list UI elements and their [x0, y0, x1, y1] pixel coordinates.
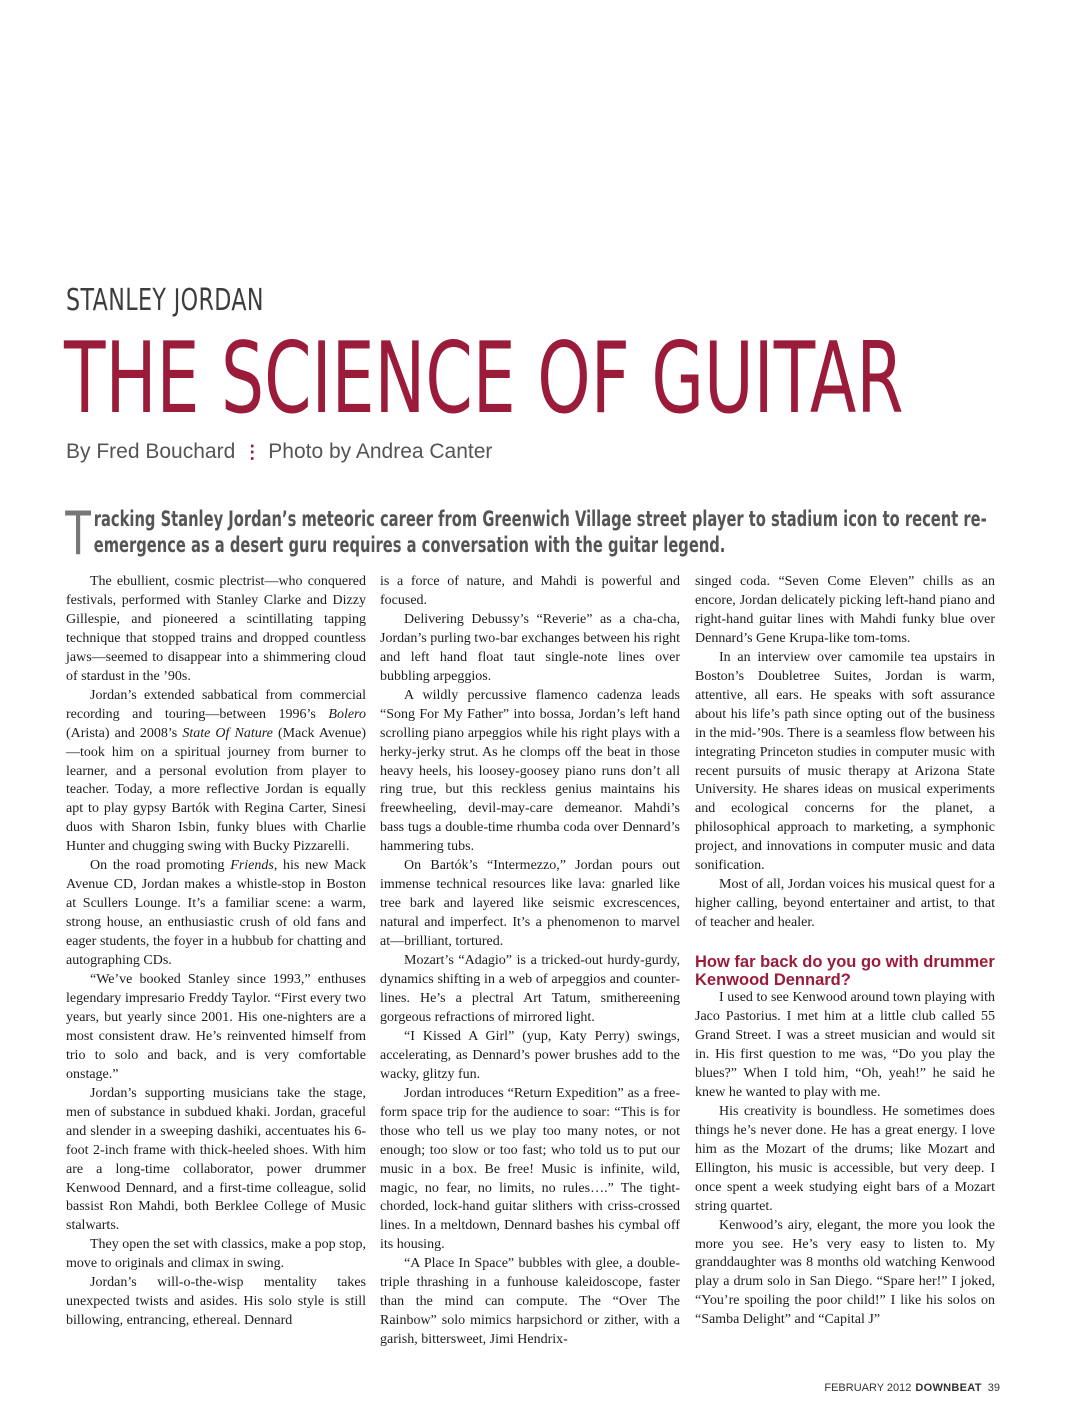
- paragraph: Jordan introduces “Return Expedition” as a free-form space trip for the audience to soar: “This is for those who tell us we play too many notes, or not enough; too slow or too fast; who told us to put our music in a box. Be free! Music is infinite, wild, magic, no fear, no limits, no rules….” The tight-chorded, lock-hand guitar slithers with criss-crossed lines. In a meltdown, Dennard bashes his cymbal off its housing.: [380, 1085, 680, 1253]
- paragraph: “A Place In Space” bubbles with glee, a double-triple thrashing in a funhouse kaleidoscope, faster than the mind can compute. The “Over The Rainbow” solo mimics harpsichord or zither, with a garish, bittersweet, Jimi Hendrix-: [380, 1256, 680, 1348]
- paragraph-text: Jordan’s extended sabbatical from commercial recording and touring—between 1996’s Bolero (Arista) and 2008’s State Of Nature (Mack Avenue)—took him on a spiritual journey from burner to learner, and a personal evolution from player to teacher. Today, a more reflective Jordan is equally apt to play gypsy Bartók with Regina Carter, Sinesi duos with Sharon Isbin, funky blues with Charlie Hunter and chugging swing with Bucky Pizzarelli.: [66, 687, 367, 855]
- paragraph: Jordan’s supporting musicians take the stage, men of substance in subdued khaki. Jordan, graceful and slender in a sweeping dashiki, accentuates his 6-foot 2-inch frame with thick-heeled shoes. With him are a long-time collaborator, power drummer Kenwood Dennard, and a first-time colleague, solid bassist Ron Mahdi, both Berklee College of Music stalwarts.: [66, 1085, 366, 1234]
- folio-date: FEBRUARY 2012: [824, 1382, 912, 1394]
- paragraph: Most of all, Jordan voices his musical quest for a higher calling, beyond entertainer and artist, to that of teacher and healer.: [695, 877, 995, 931]
- paragraph: Delivering Debussy’s “Reverie” as a cha-cha, Jordan’s purling two-bar exchanges between his right and left hand float taut single-note lines over bubbling arpeggios.: [380, 611, 680, 684]
- paragraph: [66, 857, 366, 971]
- paragraph-text: On the road promoting Friends, his new Mack Avenue CD, Jordan makes a whistle-stop in Boston at Scullers Lounge. It’s a familiar scene: a warm, strong house, an enthusiastic crush of old fans and eager students, the foyer in a hubbub for chatting and autographing CDs.: [66, 858, 366, 969]
- byline: [66, 440, 492, 464]
- paragraph: “We’ve booked Stanley since 1993,” enthuses legendary impresario Freddy Taylor. “First every two years, but yearly since 2001. His one-nighters are a most consistent draw. He’s reinvented himself from trio to solo and back, and is very comfortable onstage.”: [66, 972, 366, 1082]
- paragraph: Jordan’s will-o-the-wisp mentality takes unexpected twists and asides. His solo style is still billowing, entrancing, ethereal. Dennard: [66, 1275, 366, 1329]
- paragraph: The ebullient, cosmic plectrist—who conquered festivals, performed with Stanley Clarke and Dizzy Gillespie, and pioneered a scintillating tapping technique that stopped trains and dropped countless jaws—seemed to disappear into a shimmering cloud of stardust in the ’90s.: [66, 574, 366, 684]
- paragraph: is a force of nature, and Mahdi is powerful and focused.: [380, 574, 680, 608]
- paragraph: His creativity is boundless. He sometimes does things he’s never done. He has a great energy. I love him as the Mozart of the drums; like Mozart and Ellington, his music is accessible, but very deep. I once spent a week studying eight bars of a Mozart string quartet.: [695, 1103, 995, 1214]
- folio: [824, 1382, 1000, 1394]
- body-column-3: [695, 573, 995, 1330]
- interview-question: How far back do you go with drummer Kenwood Dennard?: [695, 953, 995, 990]
- album-title: Friends: [230, 858, 274, 874]
- paragraph: A wildly percussive flamenco cadenza leads “Song For My Father” into bossa, Jordan’s left hand scrolling piano arpeggios while his right plays with a herky-jerky strut. As he clomps off the beat in those heavy heels, his loosey-goosey piano runs don’t all ring true, but this reckless genius maintains his freewheeling, devil-may-care demeanor. Mahdi’s bass tugs a double-time rhumba coda over Dennard’s hammering tubs.: [380, 687, 680, 855]
- paragraph: Mozart’s “Adagio” is a tricked-out hurdy-gurdy, dynamics shifting in a web of arpeggios and counter-lines. He’s a plectral Art Tatum, smithereening gorgeous refractions of mirrored light.: [380, 953, 680, 1025]
- page-number: 39: [987, 1382, 1000, 1394]
- deck: [65, 499, 997, 569]
- album-title: Bolero: [328, 706, 366, 722]
- byline-separator: ⋮: [243, 442, 261, 462]
- deck-dropcap: T: [65, 499, 91, 569]
- folio-brand: DOWNBEAT: [915, 1382, 982, 1394]
- byline-author: By Fred Bouchard: [66, 440, 236, 463]
- kicker: STANLEY JORDAN: [66, 283, 264, 318]
- paragraph: singed coda. “Seven Come Eleven” chills as an encore, Jordan delicately picking left-hand piano and right-hand guitar lines with Mahdi funky blue over Dennard’s Gene Krupa-like tom-toms.: [695, 574, 995, 646]
- paragraph: [66, 687, 366, 858]
- byline-photo: Photo by Andrea Canter: [268, 440, 493, 463]
- paragraph: Kenwood’s airy, elegant, the more you look the more you see. He’s very easy to listen to. My granddaughter was 8 months old watching Kenwood play a drum solo in San Diego. “Spare her!” I joked, “You’re spoiling the poor child!” I like his solos on “Samba Delight” and “Capital J”: [695, 1217, 995, 1328]
- body-column-1: [66, 573, 366, 1331]
- paragraph: In an interview over camomile tea upstairs in Boston’s Doubletree Suites, Jordan is warm, attentive, all ears. He speaks with soft assurance about his life’s path since opting out of the business in the mid-’90s. There is a seamless flow between his integrating Princeton studies in computer music with recent pursuits of music therapy at Arizona State University. He shares ideas on musical experiments and ecological concerns for the planet, a philosophical approach to marketing, a symphonic project, and innovations in computer music and data sonification.: [695, 649, 995, 874]
- headline: THE SCIENCE OF GUITAR: [64, 322, 904, 436]
- paragraph: I used to see Kenwood around town playing with Jaco Pastorius. I met him at a little club called 55 Grand Street. I was a street musician and would sit in. His first question to me was, “Do you play the blues?” When I told him, “Oh, yeah!” he said he knew he wanted to play with me.: [695, 990, 995, 1100]
- paragraph: “I Kissed A Girl” (yup, Katy Perry) swings, accelerating, as Dennard’s power brushes add to the wacky, glitzy fun.: [380, 1028, 680, 1082]
- album-title: State Of Nature: [182, 725, 273, 741]
- paragraph: They open the set with classics, make a pop stop, move to originals and climax in swing.: [66, 1237, 366, 1272]
- deck-text: racking Stanley Jordan’s meteoric career from Greenwich Village street player to stadium icon to recent re-emergence as a desert guru requires a conversation with the guitar legend.: [93, 507, 987, 557]
- paragraph: On Bartók’s “Intermezzo,” Jordan pours out immense technical resources like lava: gnarled like tree bark and layered like seismic excrescences, natural and imperfect. It’s a phenomenon to marvel at—brilliant, tortured.: [380, 858, 680, 950]
- body-column-2: [380, 573, 680, 1350]
